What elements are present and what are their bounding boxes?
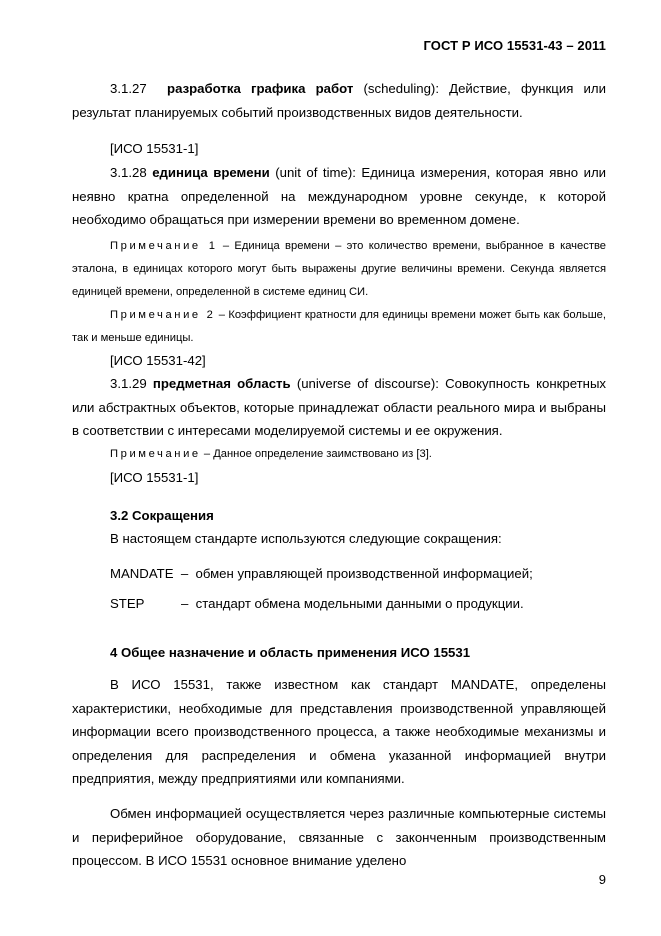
section-4-paragraph-2: Обмен информацией осуществляется через различные компьютерные системы и периферийное оборудование, связанные с законченным производственным процессом. В ИСО 15531 основное внимание уделено [72, 806, 606, 868]
term-english: (scheduling): [363, 81, 439, 96]
note-label: Примечание 1 [110, 240, 218, 252]
section-4-paragraph-1: В ИСО 15531, также известном как стандарт MANDATE, определены характеристики, необходимые для представления производственной управляющей информации всего производственного процесса, а также необходимые механизмы и определения для распределения и обмена указанной информацией внутри предприятия, между предприятиями или компаниями. [72, 677, 606, 786]
term-3-1-28 [72, 161, 606, 232]
abbreviation-dash: – [180, 566, 189, 581]
abbreviation: MANDATE [110, 566, 174, 581]
abbreviation-meaning: стандарт обмена модельными данными о продукции. [195, 596, 524, 611]
section-3-2-heading: 3.2 Сокращения [110, 508, 214, 523]
note-text: – Коэффициент кратности для единицы времени может быть как больше, так и меньше единицы. [72, 309, 606, 344]
source-ref: [ИСО 15531-42] [110, 353, 206, 368]
note-text: – Данное определение заимствовано из [3]. [203, 448, 432, 460]
term-definition: Единица измерения, которая явно или неявно кратна определенной на международном уровне секунде, к которой необходимо обращаться при измерении времени во временном домене. [72, 165, 607, 227]
term-paragraph [72, 77, 606, 124]
abbreviation-meaning: обмен управляющей производственной информацией; [195, 566, 533, 581]
page-number: 9 [598, 872, 606, 887]
term-paragraph [72, 161, 606, 232]
term-number: 3.1.29 [110, 376, 147, 391]
term-english: (unit of time): [275, 165, 356, 180]
term-english: (universe of discourse): [296, 376, 439, 391]
term-paragraph [72, 372, 606, 443]
term-name: разработка графика работ [167, 81, 354, 96]
source-ref: [ИСО 15531-1] [110, 141, 199, 156]
note-1 [72, 235, 606, 304]
term-name: предметная область [152, 376, 291, 391]
term-number: 3.1.28 [110, 165, 147, 180]
note-3 [72, 443, 606, 466]
section-4-heading: 4 Общее назначение и область применения ИСО 15531 [110, 645, 471, 660]
term-definition: Совокупность конкретных или абстрактных объектов, которые принадлежат области реального мира и выбраны в соответствии с интересами моделируемой системы и ее окружения. [72, 376, 607, 438]
abbreviation-row [72, 592, 606, 615]
abbreviation-row [72, 562, 606, 585]
note-2 [72, 304, 606, 350]
section-3-2-intro: В настоящем стандарте используются следующие сокращения: [110, 531, 502, 546]
note-text: – Единица времени – это количество времени, выбранное в качестве эталона, в единицах которого могут быть выражены другие величины времени. Секунда является единицей времени, определенной в системе единиц СИ. [72, 240, 606, 298]
term-definition: Действие, функция или результат планируемых событий производственных видов деятельности. [72, 81, 606, 120]
abbreviation-dash: – [181, 596, 189, 611]
term-3-1-27 [72, 77, 606, 124]
note-label: Примечание 2 [110, 309, 216, 321]
page-header-standard-id: ГОСТ Р ИСО 15531-43 – 2011 [423, 38, 606, 53]
source-ref: [ИСО 15531-1] [110, 470, 199, 485]
term-name: единица времени [152, 165, 270, 180]
abbreviation: STEP [110, 596, 145, 611]
note-label: Примечание [110, 448, 201, 460]
term-3-1-29 [72, 372, 606, 443]
term-number: 3.1.27 [110, 81, 147, 96]
